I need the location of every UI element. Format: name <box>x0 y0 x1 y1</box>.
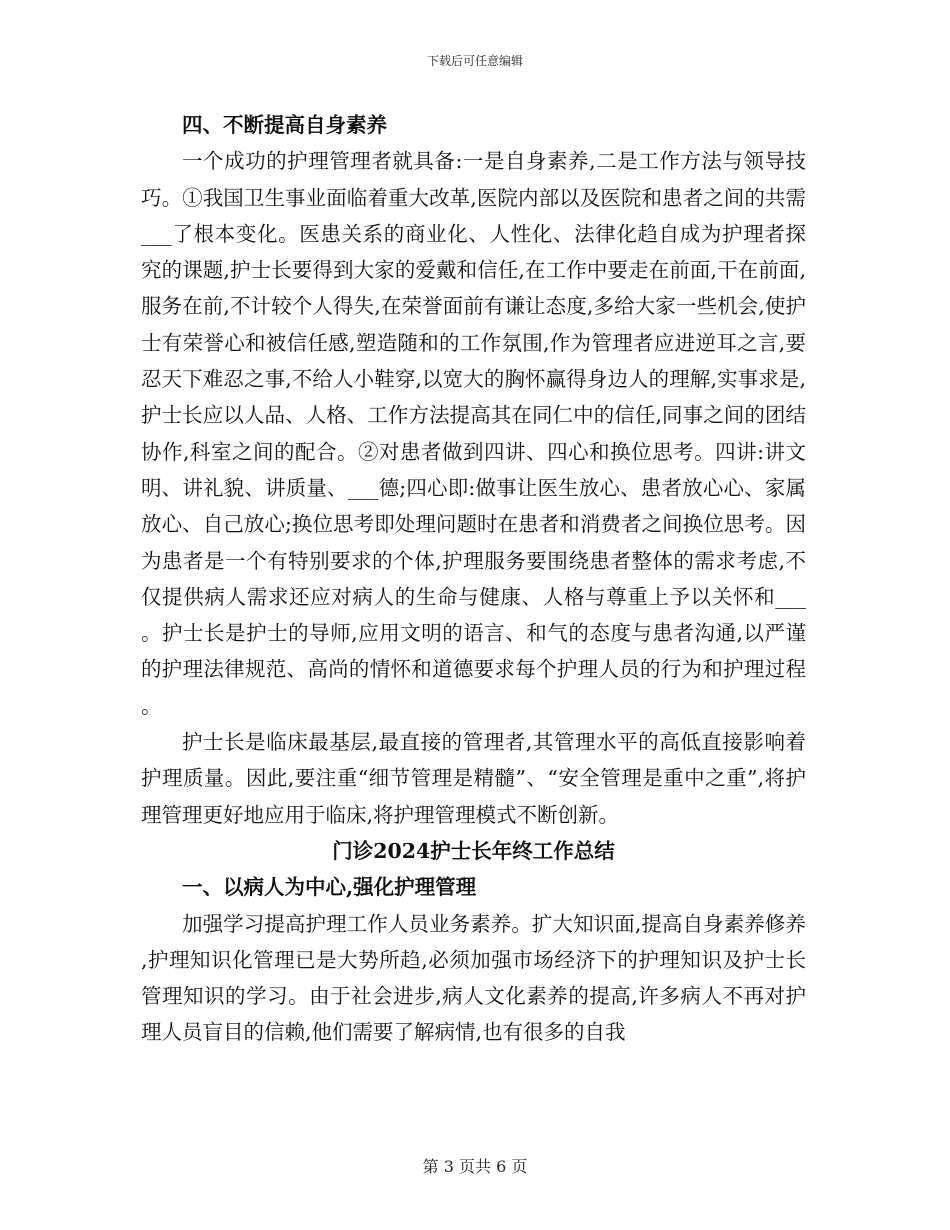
section-heading-1: 一、以病人为中心,强化护理管理 <box>182 875 477 900</box>
document-title: 门诊2024护士长年终工作总结 <box>332 838 615 863</box>
paragraph-head-nurse-role: 护士长是临床最基层,最直接的管理者,其管理水平的高低直接影响着护理质量。因此,要注重“细节管理是精髓”、“安全管理是重中之重”,将护理管理更好地应用于临床,将护理管理模式不断创新。 <box>141 730 806 827</box>
paragraph-study: 加强学习提高护理工作人员业务素养。扩大知识面,提高自身素养修养,护理知识化管理已是大势所趋,必须加强市场经济下的护理知识及护士长管理知识的学习。由于社会进步,病人文化素养的提高,许多病人不再对护理人员盲目的信赖,他们需要了解病情,也有很多的自我 <box>141 911 806 1045</box>
section-heading-4: 四、不断提高自身素养 <box>182 113 387 137</box>
page-header: 下载后可任意编辑 <box>426 54 523 68</box>
paragraph-self-cultivation: 一个成功的护理管理者就具备:一是自身素养,二是工作方法与领导技巧。①我国卫生事业面临着重大改革,医院内部以及医院和患者之间的共需___了根本变化。医患关系的商业化、人性化、法律化趋自成为护理者探究的课题,护士长要得到大家的爱戴和信任,在工作中要走在前面,干在前面,服务在前,不计较个人得失,在荣誉面前有谦让态度,多给大家一些机会,使护士有荣誉心和被信任感,塑造随和的工作氛围,作为管理者应进逆耳之言,要忍天下难忍之事,不给人小鞋穿,以宽大的胸怀赢得身边人的理解,实事求是,护士长应以人品、人格、工作方法提高其在同仁中的信任,同事之间的团结协作,科室之间的配合。②对患者做到四讲、四心和换位思考。四讲:讲文明、讲礼貌、讲质量、___德;四心即:做事让医生放心、患者放心心、家属放心、自己放心;换位思考即处理问题时在患者和消费者之间换位思考。因为患者是一个有特别要求的个体,护理服务要围绕患者整体的需求考虑,不仅提供病人需求还应对病人的生命与健康、人格与尊重上予以关怀和___。护士长是护士的导师,应用文明的语言、和气的态度与患者沟通,以严谨的护理法律规范、高尚的情怀和道德要求每个护理人员的行为和护理过程。 <box>141 149 806 718</box>
page-number: 第 3 页共 6 页 <box>422 1157 528 1176</box>
document-body <box>141 107 806 1051</box>
